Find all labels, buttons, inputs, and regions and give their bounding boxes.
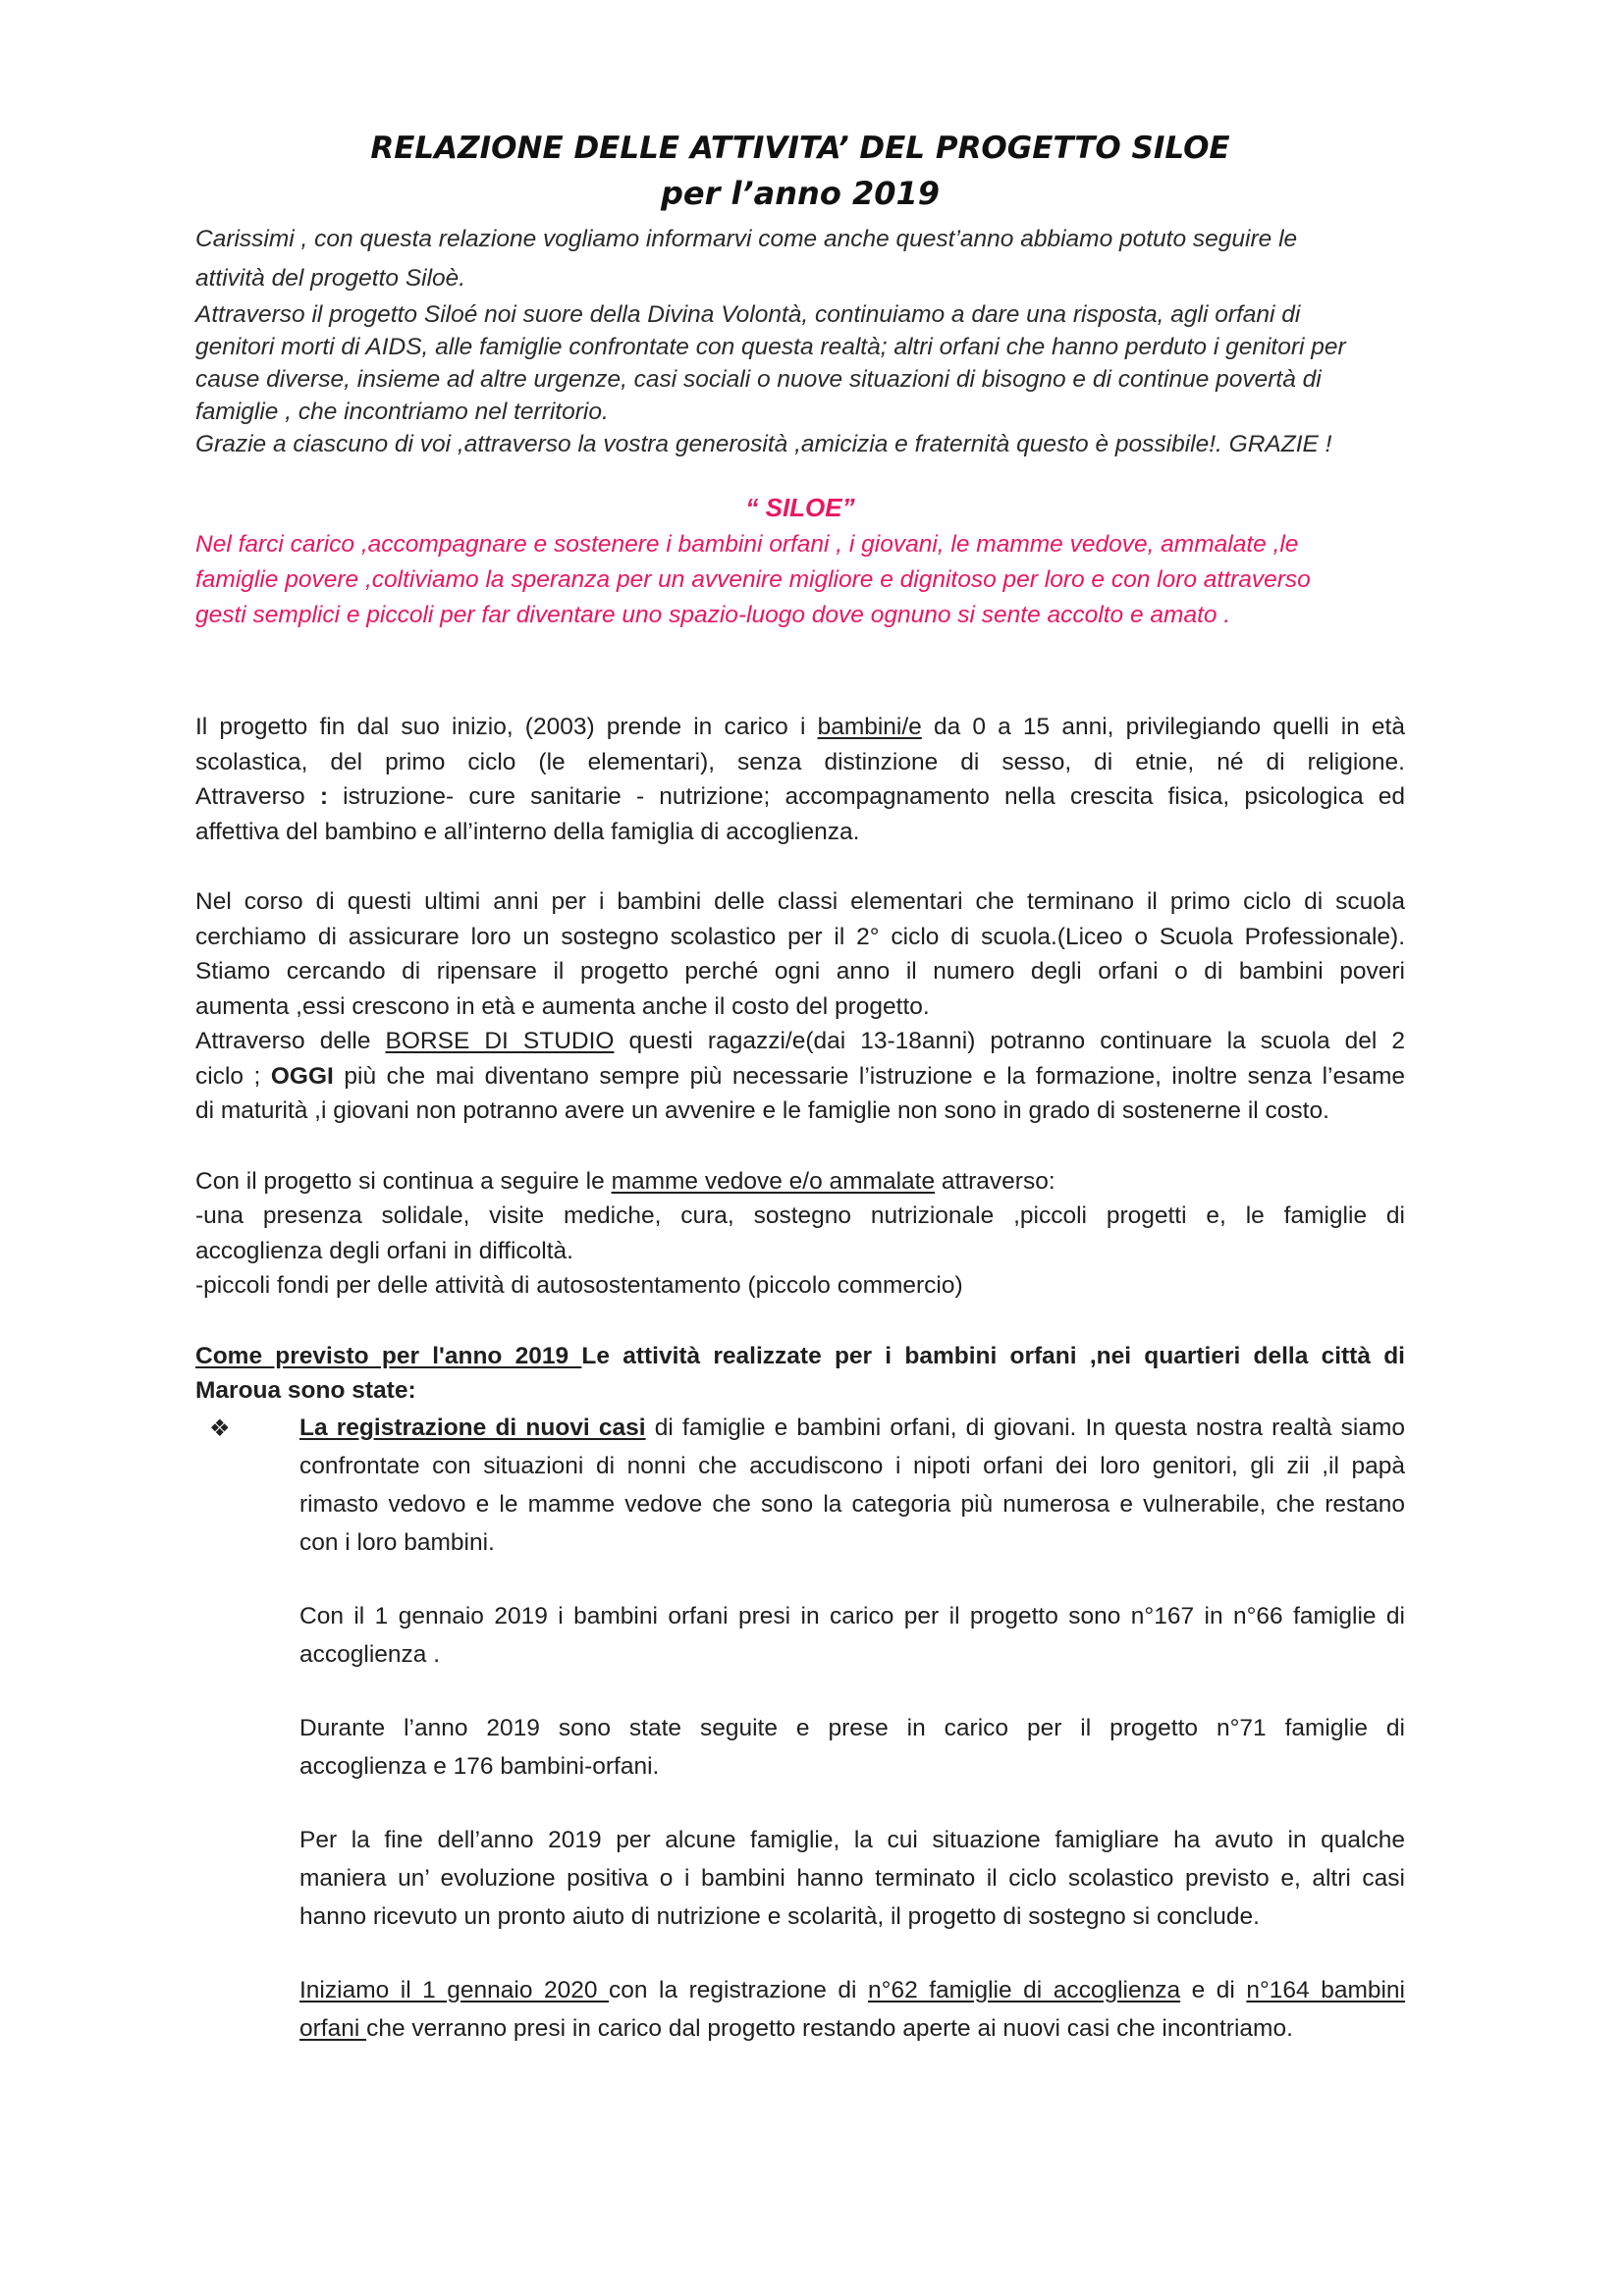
intro-line: Grazie a ciascuno di voi ,attraverso la vostra generosità ,amicizia e fraternità questo è possibile!. GRAZIE ! xyxy=(195,431,1332,457)
siloe-heading: “ SILOE” xyxy=(745,493,855,522)
underlined-text: mamme vedove e/o ammalate xyxy=(611,1167,936,1195)
paragraph-during-2019: Durante l’anno 2019 sono state seguite e prese in carico per il progetto n°71 famiglie di accoglienza e 176 bambini-orfani. xyxy=(299,1714,1405,1780)
siloe-paragraph xyxy=(195,527,1405,633)
paragraph-widowed-mothers: Con il progetto si continua a seguire le mamme vedove e/o ammalate attraverso: -una presenza solidale, visite mediche, cura, sostegno nutrizionale ,piccoli progetti e, le famiglie di accoglienza degli orfani in difficoltà. -piccoli fondi per delle attività di autosostentamento (piccolo commercio) xyxy=(195,1167,1405,1299)
intro-line: genitori morti di AIDS, alle famiglie confrontate con questa realtà; altri orfani che hanno perduto i genitori per xyxy=(195,334,1346,360)
siloe-line: Nel farci carico ,accompagnare e sostenere i bambini orfani , i giovani, le mamme vedove, ammalate ,le xyxy=(195,531,1299,558)
paragraph-january-2020: Iniziamo il 1 gennaio 2020 con la registrazione di n°62 famiglie di accoglienza e di n°164 bambini orfani che verranno presi in carico dal progetto restando aperte ai nuovi casi che incontriamo. xyxy=(299,1976,1405,2042)
intro-line: attività del progetto Siloè. xyxy=(195,265,466,292)
paragraph-project-start: Il progetto fin dal suo inizio, (2003) prende in carico i bambini/e da 0 a 15 anni, privilegiando quelli in età scolastica, del primo ciclo (le elementari), senza distinzione di sesso, di etnie, né di religione. Attraverso : istruzione- cure sanitarie - nutrizione; accompagnamento nella crescita fisica, psicologica ed affettiva del bambino e all’interno della famiglia di accoglienza. xyxy=(195,714,1405,845)
paragraph-scholarships: Nel corso di questi ultimi anni per i bambini delle classi elementari che terminano il primo ciclo di scuola cerchiamo di assicurare loro un sostegno scolastico per il 2° ciclo di scuola.(Liceo o Scuola Professionale). Stiamo cercando di ripensare il progetto perché ogni anno il numero degli orfani o di bambini poveri aumenta ,essi crescono in età e aumenta anche il costo del progetto. Attraverso delle BORSE DI STUDIO questi ragazzi/e(dai 13-18anni) potranno continuare la scuola del 2 ciclo ; OGGI più che mai diventano sempre più necessarie l’istruzione e la formazione, inoltre senza l’esame di maturità ,i giovani non potranno avere un avvenire e le famiglie non sono in grado di sostenerne il costo. xyxy=(195,888,1406,1124)
siloe-line: gesti semplici e piccoli per far diventare uno spazio-luogo dove ognuno si sente accolto e amato . xyxy=(195,602,1231,628)
siloe-line: famiglie povere ,coltiviamo la speranza per un avvenire migliore e dignitoso per loro e con loro attraverso xyxy=(195,566,1311,593)
intro-line: Attraverso il progetto Siloé noi suore della Divina Volontà, continuiamo a dare una risposta, agli orfani di xyxy=(195,301,1301,328)
document-title: RELAZIONE DELLE ATTIVITA’ DEL PROGETTO SILOE xyxy=(370,131,1230,166)
intro-paragraph xyxy=(195,220,1405,460)
document-subtitle: per l’anno 2019 xyxy=(661,175,940,212)
intro-line: famiglie , che incontriamo nel territorio. xyxy=(195,399,609,425)
bullet-item-registration: ❖ La registrazione di nuovi casi di famiglie e bambini orfani, di giovani. In questa nostra realtà siamo confrontate con situazioni di nonni che accudiscono i nipoti orfani dei loro genitori, gli zii ,il papà rimasto vedovo e le mamme vedove che sono la categoria più numerosa e vulnerabile, che restano con i loro bambini. xyxy=(195,1409,1405,1562)
paragraph-activities-heading: Come previsto per l'anno 2019 Le attività realizzate per i bambini orfani ,nei quartieri della città di Maroua sono state: xyxy=(195,1342,1405,1404)
underlined-text: bambini/e xyxy=(817,714,922,740)
paragraph-end-2019: Per la fine dell’anno 2019 per alcune famiglie, la cui situazione famigliare ha avuto in qualche maniera un’ evoluzione positiva o i bambini hanno terminato il ciclo scolastico previsto e, altri casi hanno ricevuto un pronto aiuto di nutrizione e scolarità, il progetto di sostegno si conclude. xyxy=(299,1826,1405,1930)
paragraph-january-2019: Con il 1 gennaio 2019 i bambini orfani presi in carico per il progetto sono n°167 in n°66 famiglie di accoglienza . xyxy=(299,1602,1405,1668)
document-content xyxy=(195,126,1405,2048)
intro-line: Carissimi , con questa relazione vogliamo informarvi come anche quest’anno abbiamo potuto seguire le xyxy=(195,226,1298,252)
underlined-text: BORSE DI STUDIO xyxy=(385,1028,615,1054)
intro-line: cause diverse, insieme ad altre urgenze, casi sociali o nuove situazioni di bisogno e di continue povertà di xyxy=(195,366,1322,393)
diamond-bullet-icon: ❖ xyxy=(209,1415,231,1442)
